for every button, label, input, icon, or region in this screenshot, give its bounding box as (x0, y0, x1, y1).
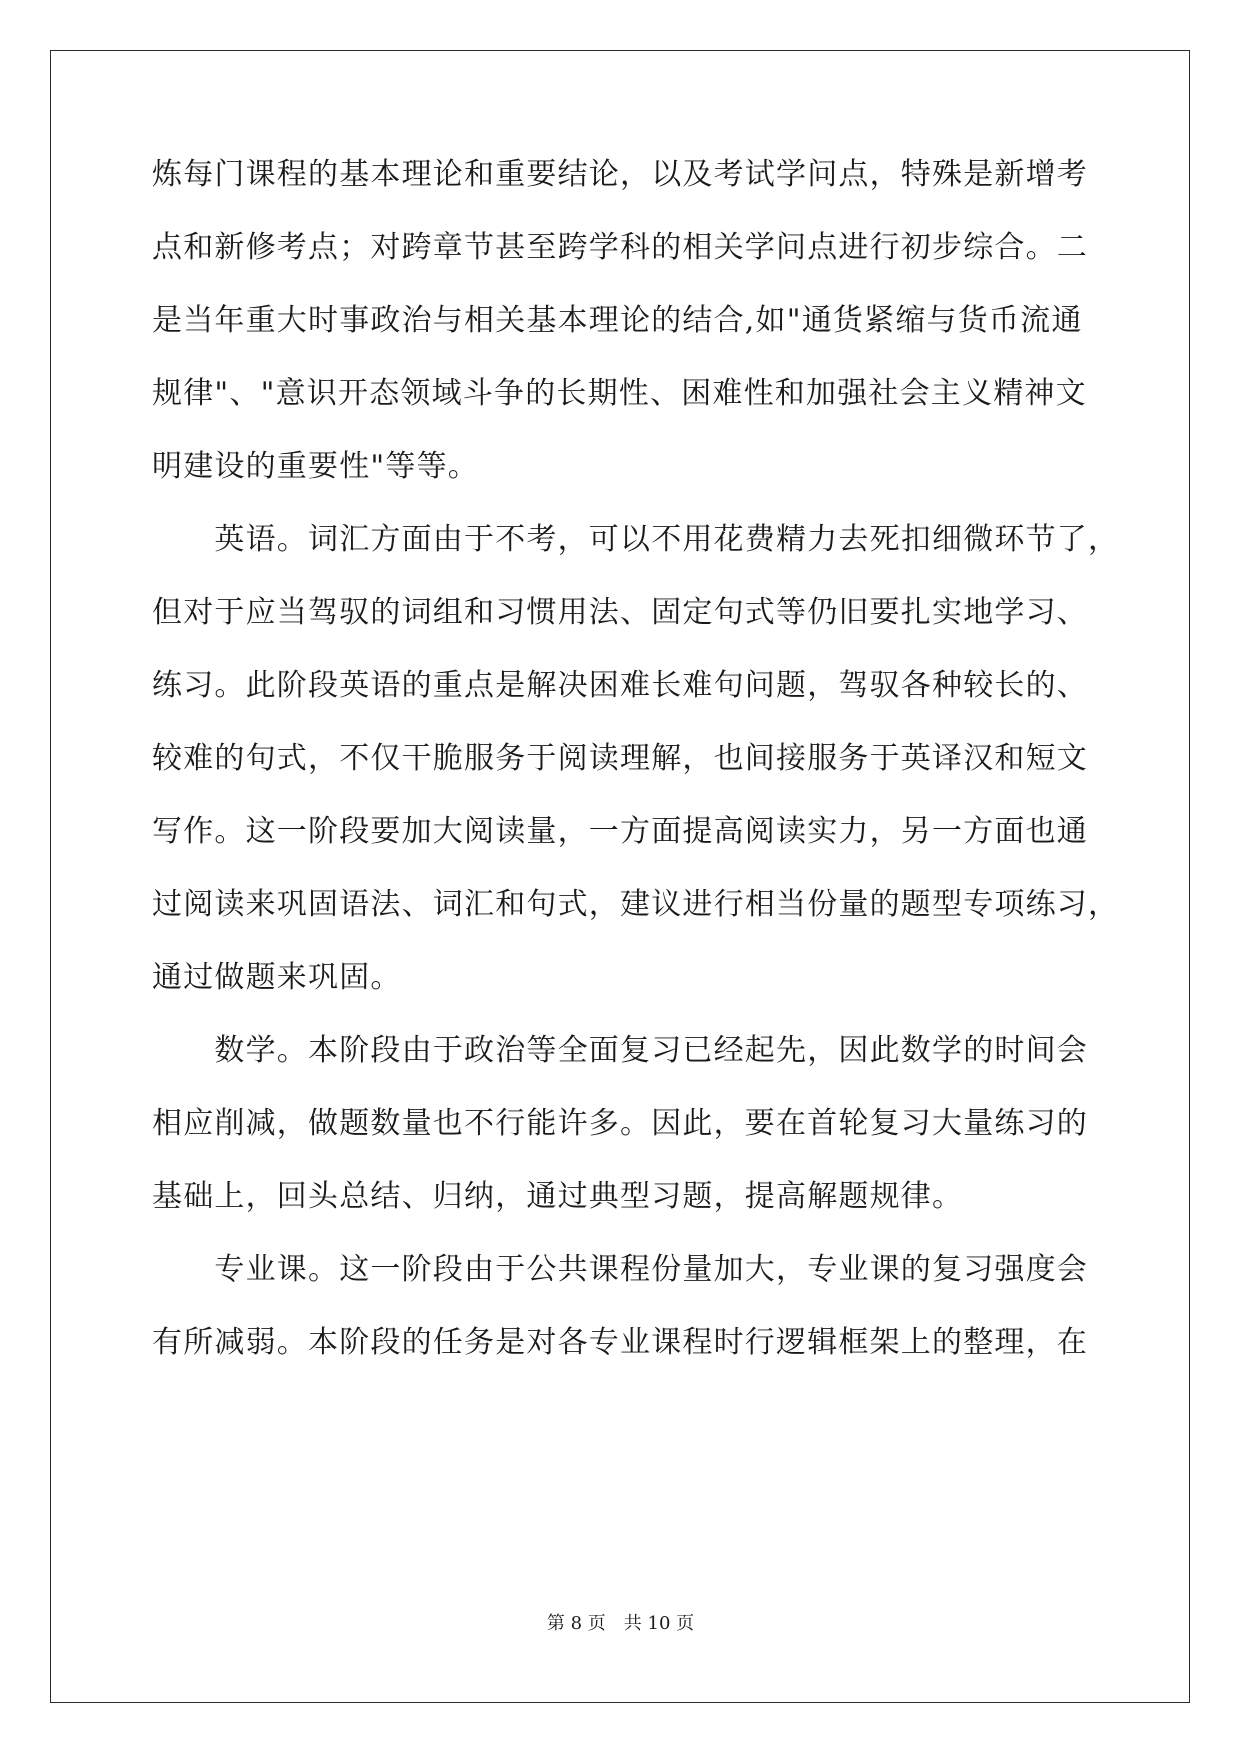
text-line: 过阅读来巩固语法、词汇和句式，建议进行相当份量的题型专项练习， (152, 887, 1120, 922)
text-line: 炼每门课程的基本理论和重要结论，以及考试学问点，特殊是新增考 (152, 157, 1088, 192)
text-line: 专业课。这一阶段由于公共课程份量加大，专业课的复习强度会 (152, 1252, 1088, 1287)
text-line: 有所减弱。本阶段的任务是对各专业课程时行逻辑框架上的整理，在 (152, 1325, 1088, 1360)
text-line: 通过做题来巩固。 (152, 960, 402, 995)
text-line: 较难的句式，不仅干脆服务于阅读理解，也间接服务于英译汉和短文 (152, 741, 1088, 776)
text-line: 写作。这一阶段要加大阅读量，一方面提高阅读实力，另一方面也通 (152, 814, 1088, 849)
page-number: 第 8 页 共 10 页 (546, 1613, 695, 1634)
text-line: 英语。词汇方面由于不考，可以不用花费精力去死扣细微环节了， (152, 522, 1120, 557)
text-line: 点和新修考点；对跨章节甚至跨学科的相关学问点进行初步综合。二 (152, 230, 1088, 265)
text-line: 练习。此阶段英语的重点是解决困难长难句问题，驾驭各种较长的、 (152, 668, 1088, 703)
text-line: 明建设的重要性"等等。 (152, 449, 479, 484)
text-line: 是当年重大时事政治与相关基本理论的结合,如"通货紧缩与货币流通 (152, 303, 1083, 338)
text-line: 但对于应当驾驭的词组和习惯用法、固定句式等仍旧要扎实地学习、 (152, 595, 1088, 630)
text-line: 基础上，回头总结、归纳，通过典型习题，提高解题规律。 (152, 1179, 964, 1214)
text-line: 规律"、"意识开态领域斗争的长期性、困难性和加强社会主义精神文 (152, 376, 1087, 411)
page-border (50, 50, 1190, 1703)
text-line: 数学。本阶段由于政治等全面复习已经起先，因此数学的时间会 (152, 1033, 1088, 1068)
text-line: 相应削减，做题数量也不行能许多。因此，要在首轮复习大量练习的 (152, 1106, 1088, 1141)
